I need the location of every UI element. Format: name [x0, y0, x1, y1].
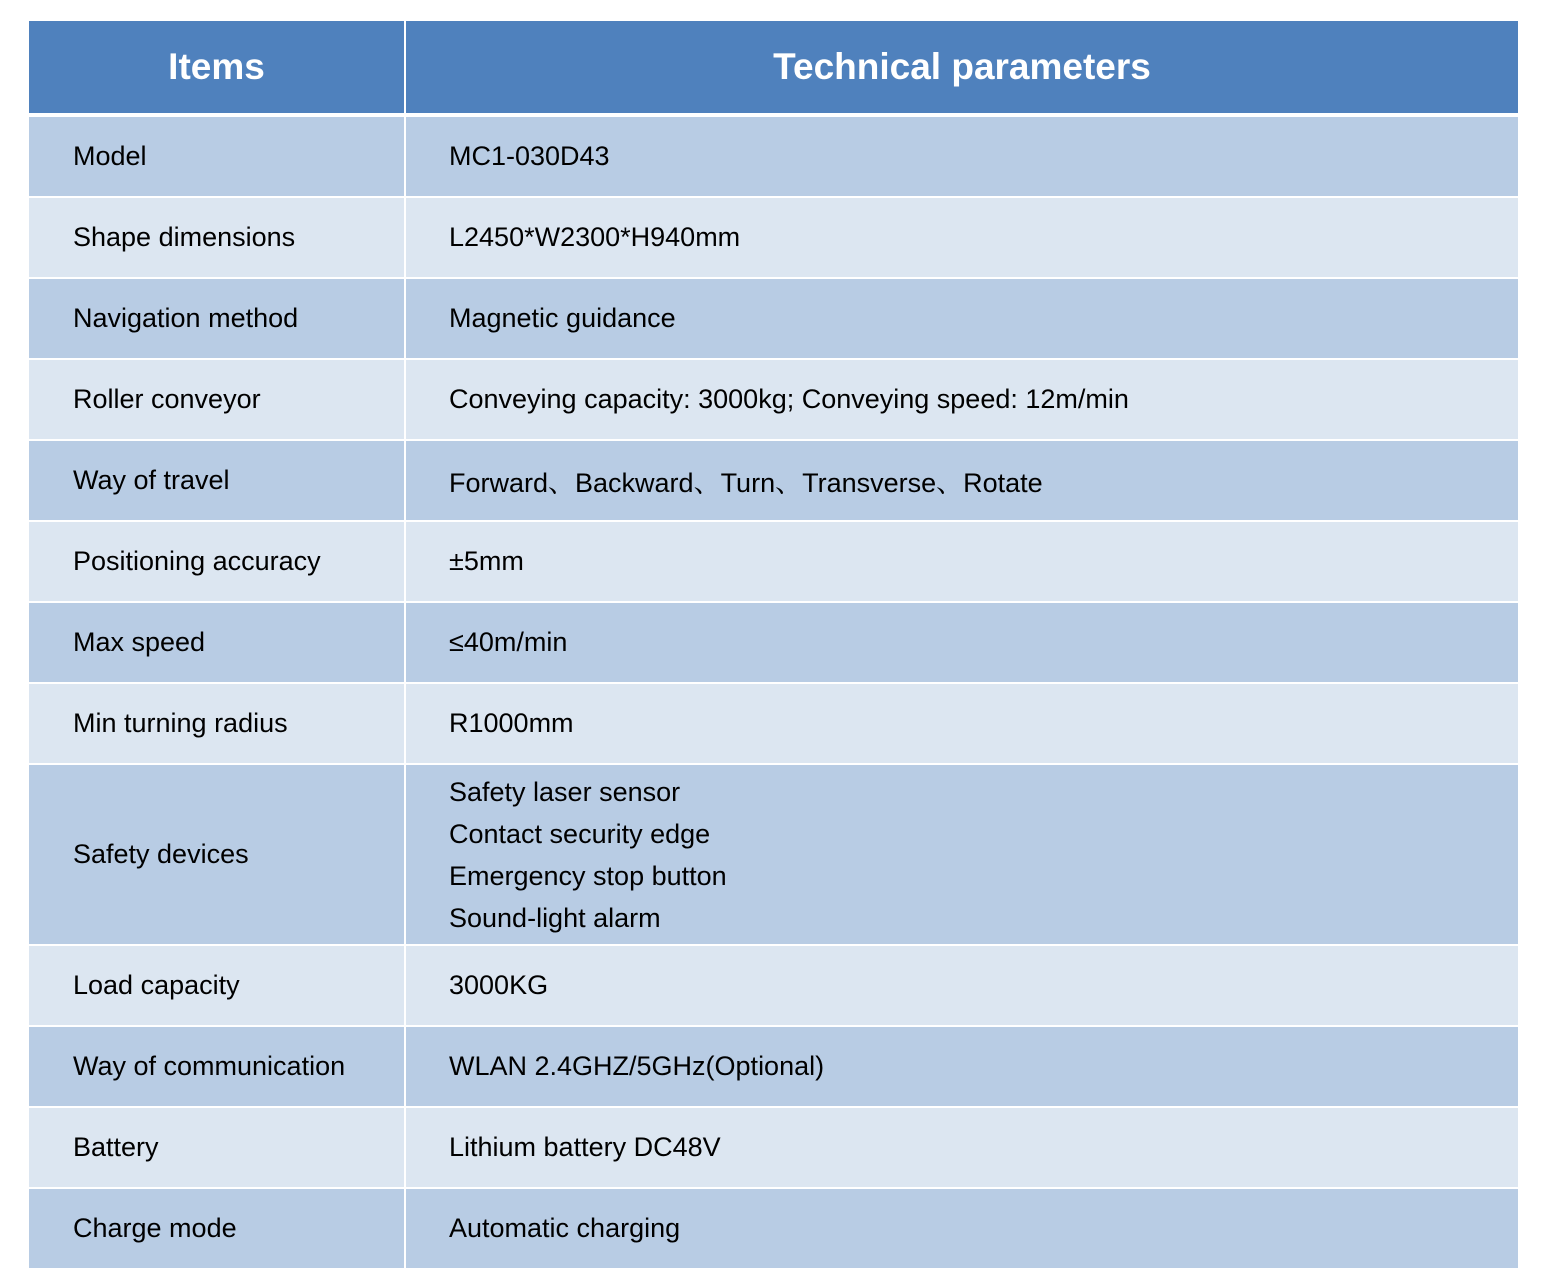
table-row	[29, 521, 1518, 602]
value-cell: Lithium battery DC48V	[405, 1107, 1518, 1188]
value-cell: ±5mm	[405, 521, 1518, 602]
value-cell: Forward、Backward、Turn、Transverse、Rotate	[405, 440, 1518, 521]
value-cell: WLAN 2.4GHZ/5GHz(Optional)	[405, 1026, 1518, 1107]
table-row	[29, 602, 1518, 683]
value-cell: R1000mm	[405, 683, 1518, 764]
safety-device-line: Emergency stop button	[449, 860, 727, 891]
value-cell: Magnetic guidance	[405, 278, 1518, 359]
item-cell: Max speed	[29, 602, 405, 683]
value-cell: MC1-030D43	[405, 115, 1518, 197]
item-cell: Way of communication	[29, 1026, 405, 1107]
item-cell: Min turning radius	[29, 683, 405, 764]
table-row	[29, 945, 1518, 1026]
table-row	[29, 764, 1518, 945]
item-cell: Roller conveyor	[29, 359, 405, 440]
item-cell: Charge mode	[29, 1188, 405, 1268]
safety-device-line: Safety laser sensor	[449, 776, 681, 807]
table-row	[29, 197, 1518, 278]
header-technical-parameters: Technical parameters	[405, 21, 1518, 115]
header-items: Items	[29, 21, 405, 115]
table-row	[29, 115, 1518, 197]
spec-table	[29, 21, 1518, 1268]
item-cell: Load capacity	[29, 945, 405, 1026]
item-cell: Positioning accuracy	[29, 521, 405, 602]
safety-device-line: Sound-light alarm	[449, 902, 661, 933]
item-cell: Battery	[29, 1107, 405, 1188]
value-cell: Automatic charging	[405, 1188, 1518, 1268]
table-row	[29, 1107, 1518, 1188]
safety-device-line: Contact security edge	[449, 818, 711, 849]
value-cell: 3000KG	[405, 945, 1518, 1026]
item-cell: Navigation method	[29, 278, 405, 359]
table-row	[29, 1026, 1518, 1107]
item-cell: Safety devices	[29, 764, 405, 945]
table-row	[29, 440, 1518, 521]
table-row	[29, 1188, 1518, 1268]
value-cell: L2450*W2300*H940mm	[405, 197, 1518, 278]
item-cell: Model	[29, 115, 405, 197]
table-row	[29, 278, 1518, 359]
item-cell: Way of travel	[29, 440, 405, 521]
value-cell	[405, 764, 1518, 945]
table-row	[29, 683, 1518, 764]
value-cell: ≤40m/min	[405, 602, 1518, 683]
table-row	[29, 359, 1518, 440]
header-row	[29, 21, 1518, 115]
value-cell: Conveying capacity: 3000kg; Conveying speed: 12m/min	[405, 359, 1518, 440]
item-cell: Shape dimensions	[29, 197, 405, 278]
